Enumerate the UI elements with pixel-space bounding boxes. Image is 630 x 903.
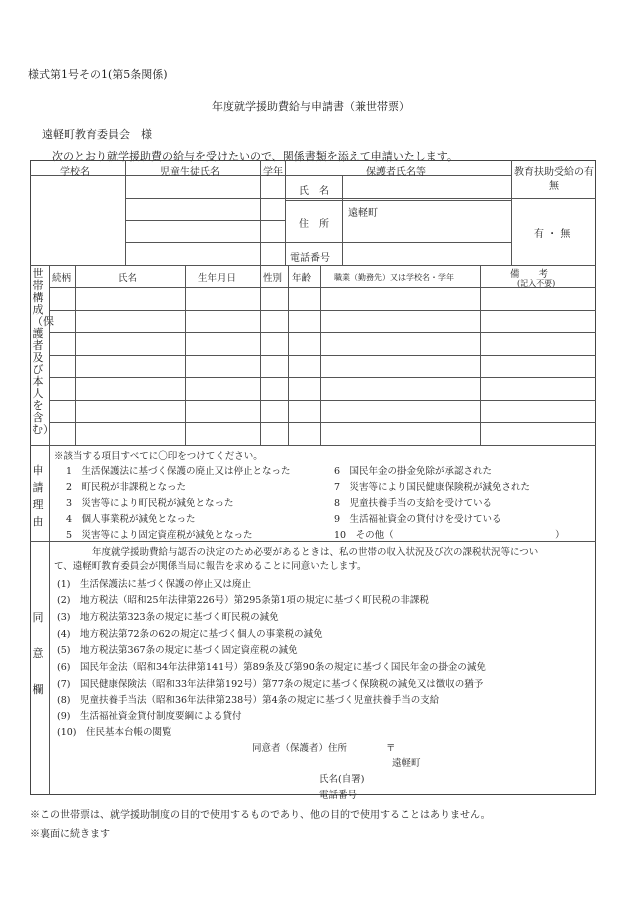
col-remarks-note: (記入不要): [517, 279, 556, 288]
consenter-address-label: 同意者（保護者）住所: [252, 743, 348, 754]
reason-7[interactable]: 7 災害等により国民健康保険税が減免された: [334, 482, 531, 493]
col-remarks: 備 考: [510, 269, 549, 280]
reason-1[interactable]: 1 生活保護法に基づく保護の廃止又は停止となった: [66, 466, 291, 477]
reason-8[interactable]: 8 児童扶養手当の支給を受けている: [334, 498, 493, 509]
col-school-name: 学校名: [60, 167, 90, 178]
consent-item-7: (7) 国民健康保険法（昭和33年法律第192号）第77条の規定に基づく保険税の減免又は徴収の猶予: [57, 679, 484, 690]
reason-6[interactable]: 6 国民年金の掛金免除が承認された: [334, 466, 493, 477]
consenter-town: 遠軽町: [392, 758, 421, 769]
consent-side-label: 同意欄: [32, 611, 44, 696]
consent-lead-line2: て、遠軽町教育委員会が関係当局に報告を求めることに同意いたします。: [54, 561, 367, 572]
footnote-purpose: ※この世帯票は、就学援助制度の目的で使用するものであり、他の目的で使用することはありません。: [30, 810, 491, 821]
col-occupation: 職業（勤務先）又は学校名・学年: [334, 273, 454, 282]
consent-item-8: (8) 児童扶養手当法（昭和36年法律第238号）第4条の規定に基づく児童扶養手当の支給: [57, 695, 440, 706]
signature-label: 氏名(自署): [319, 774, 365, 785]
col-education-aid: 教育扶助受給の有無: [514, 167, 594, 192]
reason-3[interactable]: 3 災害等により町民税が減免となった: [66, 498, 234, 509]
address-value: 遠軽町: [348, 208, 378, 219]
reasons-instruction: ※該当する項目すべてに〇印をつけてください。: [54, 451, 263, 462]
consent-item-4: (4) 地方税法第72条の62の規定に基づく個人の事業税の減免: [57, 629, 323, 640]
reason-4[interactable]: 4 個人事業税が減免となった: [66, 514, 196, 525]
col-member-name: 氏名: [118, 273, 138, 284]
reason-5[interactable]: 5 災害等により固定資産税が減免となった: [66, 530, 253, 541]
consent-lead-line1: 年度就学援助費給与認否の決定のため必要があるときは、私の世帯の収入状況及び次の課税状況等につい: [54, 547, 539, 558]
col-birth-date: 生年月日: [198, 273, 237, 284]
footnote-continued: ※裏面に続きます: [30, 829, 110, 840]
col-sex: 性別: [263, 273, 283, 284]
col-relation: 続柄: [52, 273, 72, 284]
col-guardian: 保護者氏名等: [366, 167, 426, 178]
label-address: 住 所: [299, 219, 329, 230]
form-number: 様式第1号その1(第5条関係): [28, 68, 168, 81]
reason-10-other[interactable]: 10 その他（ ）: [334, 530, 565, 541]
reasons-side-label: 申請理由: [32, 464, 44, 528]
col-student-name: 児童生徒氏名: [160, 167, 220, 178]
household-side-label: 世帯構成（保護者及び本人を含む）: [32, 267, 54, 436]
col-grade: 学年: [263, 167, 283, 178]
consent-item-1: (1) 生活保護法に基づく保護の停止又は廃止: [57, 579, 251, 590]
col-age: 年齢: [292, 273, 312, 284]
education-aid-choice[interactable]: 有 ・ 無: [534, 229, 571, 240]
label-guardian-name: 氏 名: [299, 186, 329, 197]
consent-item-9: (9) 生活福祉資金貸付制度要綱による貸付: [57, 711, 242, 722]
consent-item-2: (2) 地方税法（昭和25年法律第226号）第295条第1項の規定に基づく町民税の非課税: [57, 595, 429, 606]
reason-9[interactable]: 9 生活福祉資金の貸付けを受けている: [334, 514, 502, 525]
postal-mark: 〒: [386, 743, 396, 754]
label-phone: 電話番号: [290, 253, 330, 264]
addressee: 遠軽町教育委員会 様: [42, 128, 152, 141]
consent-item-10: (10) 住民基本台帳の閲覧: [57, 727, 172, 738]
consenter-phone-label: 電話番号: [319, 790, 358, 801]
reason-2[interactable]: 2 町民税が非課税となった: [66, 482, 187, 493]
consent-item-6: (6) 国民年金法（昭和34年法律第141号）第89条及び第90条の規定に基づく国民年金の掛金の減免: [57, 662, 486, 673]
consent-item-5: (5) 地方税法第367条の規定に基づく固定資産税の減免: [57, 645, 298, 656]
form-title: 年度就学援助費給与申請書（兼世帯票）: [212, 100, 410, 113]
consent-item-3: (3) 地方税法第323条の規定に基づく町民税の減免: [57, 612, 279, 623]
intro-text: 次のとおり就学援助費の給与を受けたいので、関係書類を添えて申請いたします。: [52, 150, 458, 163]
